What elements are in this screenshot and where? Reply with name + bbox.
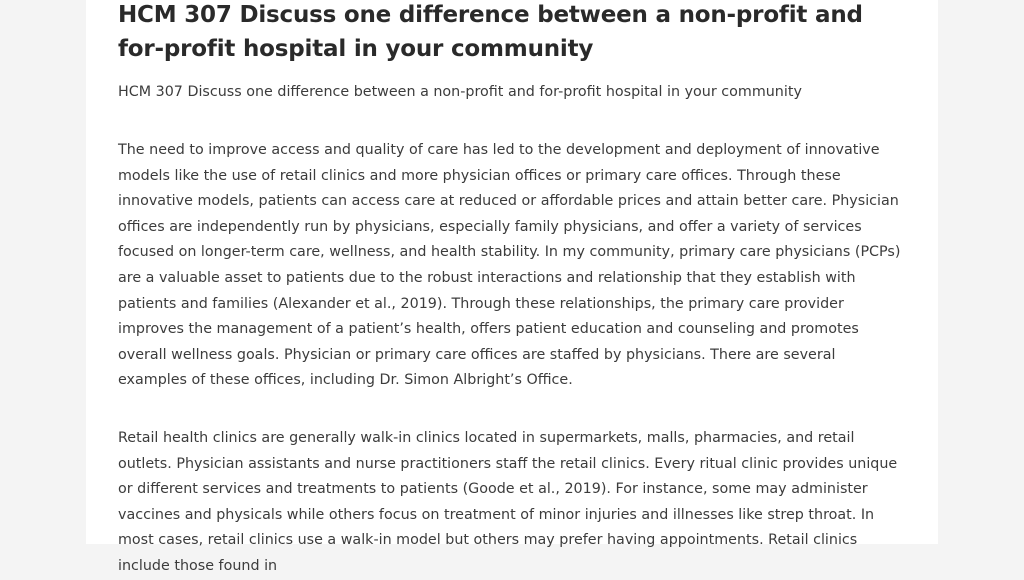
body-paragraph-1: The need to improve access and quality of care has led to the development and deployment of innovative models like the use of retail clinics and more physician offices or primary care offices. Through these innovative models, patients can access care at reduced or affordable prices and attain better care. Physician offices are independently run by physicians, especially family physicians, and offer a variety of services focused on longer-term care, wellness, and health stability. In my community, primary care physicians (PCPs) are a valuable asset to patients due to the robust interactions and relationship that they establish with patients and families (Alexander et al., 2019). Through these relationships, the primary care provider improves the management of a patient’s health, offers patient education and counseling and promotes overall wellness goals. Physician or primary care offices are staffed by physicians. There are several examples of these offices, including Dr. Simon Albright’s Office. (118, 142, 901, 389)
article-subtitle: HCM 307 Discuss one difference between a non-profit and for-profit hospital in your community (118, 84, 802, 100)
article-content (118, 0, 904, 580)
article-card (86, 0, 938, 574)
article-title: HCM 307 Discuss one difference between a non-profit and for-profit hospital in your community (118, 2, 863, 62)
body-paragraph-2: Retail health clinics are generally walk-in clinics located in supermarkets, malls, pharmacies, and retail outlets. Physician assistants and nurse practitioners staff the retail clinics. Every ritual clinic provides unique or different services and treatments to patients (Goode et al., 2019). For instance, some may administer vaccines and physicals while others focus on treatment of minor injuries and illnesses like strep throat. In most cases, retail clinics use a walk-in model but others may prefer having appointments. Retail clinics include those found in (118, 429, 898, 574)
